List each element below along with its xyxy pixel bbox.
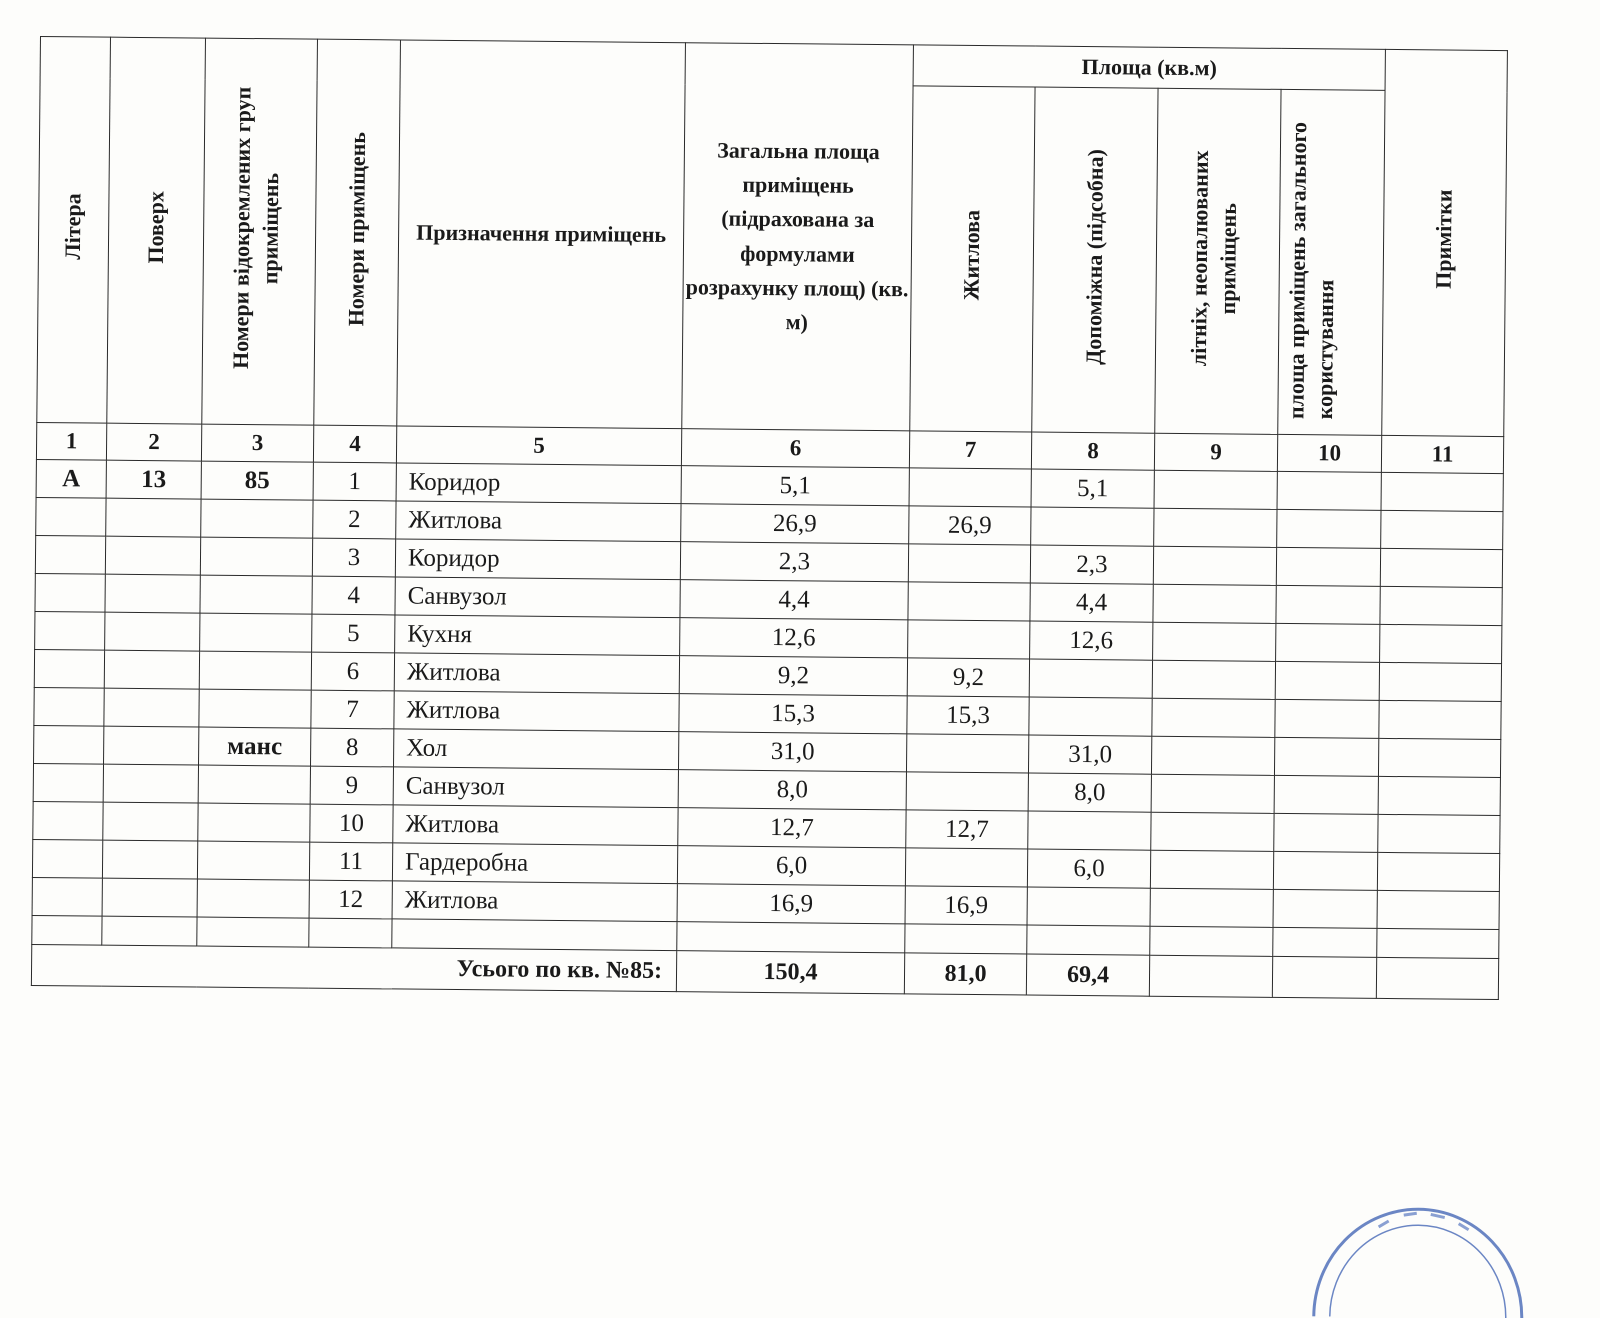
cell-room-number: 9 (310, 766, 393, 805)
column-number: 10 (1277, 434, 1381, 472)
cell-group (197, 879, 309, 918)
cell-litera (33, 763, 103, 802)
common-area-sum (1272, 956, 1376, 998)
cell-purpose: Житлова (393, 805, 678, 846)
cell-litera (35, 611, 105, 650)
cell-room-number: 1 (313, 462, 396, 501)
cell-common-area (1274, 775, 1378, 814)
header-common: площа приміщень загального користування (1278, 89, 1385, 435)
cell-notes (1380, 586, 1502, 625)
blank-cell (1377, 928, 1499, 958)
cell-group (200, 537, 312, 576)
cell-auxiliary-area: 2,3 (1030, 545, 1153, 584)
header-area-group: Площа (кв.м) (913, 45, 1385, 91)
header-living: Житлова (910, 86, 1035, 432)
column-number: 4 (313, 425, 396, 463)
cell-summer-area (1151, 812, 1274, 851)
cell-auxiliary-area: 8,0 (1028, 773, 1151, 812)
cell-group (199, 651, 311, 690)
blank-cell (197, 917, 309, 947)
cell-total-area: 12,6 (680, 618, 908, 658)
cell-room-number: 7 (311, 690, 394, 729)
cell-notes (1378, 738, 1500, 777)
cell-auxiliary-area: 6,0 (1027, 849, 1150, 888)
cell-common-area (1276, 623, 1380, 662)
cell-summer-area (1151, 736, 1274, 775)
cell-floor (102, 878, 197, 917)
cell-total-area: 9,2 (679, 656, 907, 696)
header-total-area: Загальна площа приміщень (підрахована за формулами розрахунку площ) (кв. м) (682, 43, 914, 431)
column-number: 9 (1154, 433, 1277, 471)
blank-cell (677, 922, 905, 953)
header-summer: літніх, неопалюваних приміщень (1155, 88, 1281, 434)
cell-summer-area (1154, 508, 1277, 547)
cell-notes (1378, 776, 1500, 815)
stamp-seal (1308, 1196, 1529, 1318)
cell-notes (1381, 472, 1503, 511)
blank-cell (309, 918, 392, 948)
cell-living-area: 15,3 (907, 696, 1029, 735)
cell-total-area: 31,0 (678, 732, 906, 772)
blank-cell (1273, 927, 1377, 957)
cell-auxiliary-area: 4,4 (1030, 583, 1153, 622)
column-number: 5 (396, 426, 681, 466)
column-number: 11 (1381, 435, 1503, 473)
header-room-numbers: Номери приміщень (314, 39, 401, 426)
column-number: 3 (201, 424, 313, 462)
cell-summer-area (1150, 888, 1273, 927)
cell-summer-area (1150, 850, 1273, 889)
cell-litera (34, 649, 104, 688)
cell-floor (102, 840, 197, 879)
cell-living-area (908, 620, 1030, 659)
column-number: 7 (909, 431, 1031, 469)
cell-group (198, 803, 310, 842)
cell-room-number: 6 (311, 652, 394, 691)
cell-summer-area (1154, 470, 1277, 509)
cell-total-area: 5,1 (681, 466, 909, 506)
cell-auxiliary-area (1029, 697, 1152, 736)
total-area-sum: 150,4 (676, 951, 904, 994)
cell-litera (32, 839, 102, 878)
blank-cell (102, 916, 197, 946)
cell-group (198, 765, 310, 804)
cell-total-area: 8,0 (678, 770, 906, 810)
cell-floor (105, 612, 200, 651)
cell-summer-area (1153, 622, 1276, 661)
cell-total-area: 12,7 (678, 808, 906, 848)
column-number: 2 (106, 423, 201, 461)
cell-notes (1377, 852, 1499, 891)
cell-group: манс (199, 727, 311, 766)
cell-litera (35, 573, 105, 612)
cell-common-area (1276, 547, 1380, 586)
cell-group (197, 841, 309, 880)
cell-litera (34, 725, 104, 764)
cell-floor (105, 536, 200, 575)
cell-notes (1378, 814, 1500, 853)
cell-litera (32, 877, 102, 916)
cell-auxiliary-area (1028, 811, 1151, 850)
cell-group: 85 (201, 461, 313, 500)
cell-common-area (1274, 737, 1378, 776)
cell-total-area: 2,3 (680, 542, 908, 582)
cell-auxiliary-area: 5,1 (1031, 469, 1154, 508)
summer-area-sum (1149, 955, 1272, 997)
column-number: 6 (681, 429, 909, 468)
cell-living-area: 9,2 (907, 658, 1029, 697)
document-sheet (31, 36, 1508, 1000)
cell-room-number: 11 (309, 842, 392, 881)
cell-common-area (1277, 471, 1381, 510)
column-number: 1 (36, 422, 106, 460)
cell-floor (105, 574, 200, 613)
blank-cell (1150, 926, 1273, 956)
cell-summer-area (1151, 774, 1274, 813)
cell-living-area (906, 772, 1028, 811)
cell-notes (1379, 700, 1501, 739)
cell-purpose: Коридор (395, 539, 680, 580)
cell-total-area: 15,3 (679, 694, 907, 734)
cell-room-number: 4 (312, 576, 395, 615)
cell-room-number: 12 (309, 880, 392, 919)
cell-total-area: 6,0 (677, 846, 905, 886)
cell-common-area (1275, 661, 1379, 700)
cell-common-area (1273, 851, 1377, 890)
cell-living-area (905, 848, 1027, 887)
cell-litera (36, 497, 106, 536)
cell-group (200, 613, 312, 652)
cell-notes (1381, 510, 1503, 549)
cell-purpose: Хол (394, 729, 679, 770)
blank-cell (1027, 925, 1150, 955)
cell-room-number: 8 (311, 728, 394, 767)
cell-common-area (1275, 699, 1379, 738)
blank-cell (392, 919, 677, 951)
cell-purpose: Коридор (396, 463, 681, 504)
cell-living-area: 26,9 (909, 506, 1031, 545)
room-area-table (31, 36, 1508, 1000)
cell-total-area: 4,4 (680, 580, 908, 620)
cell-purpose: Санвузол (393, 767, 678, 808)
cell-room-number: 5 (312, 614, 395, 653)
cell-auxiliary-area (1027, 887, 1150, 926)
cell-notes (1377, 890, 1499, 929)
cell-litera: А (36, 459, 106, 498)
cell-living-area: 16,9 (905, 886, 1027, 925)
cell-auxiliary-area (1031, 507, 1154, 546)
cell-common-area (1273, 889, 1377, 928)
cell-common-area (1277, 509, 1381, 548)
cell-living-area (909, 468, 1031, 507)
cell-summer-area (1153, 584, 1276, 623)
cell-purpose: Санвузол (395, 577, 680, 618)
cell-purpose: Житлова (396, 501, 681, 542)
cell-summer-area (1152, 660, 1275, 699)
cell-total-area: 16,9 (677, 884, 905, 924)
cell-auxiliary-area (1029, 659, 1152, 698)
cell-litera (33, 801, 103, 840)
cell-notes (1379, 662, 1501, 701)
cell-auxiliary-area: 31,0 (1028, 735, 1151, 774)
cell-notes (1380, 548, 1502, 587)
cell-litera (35, 535, 105, 574)
cell-purpose: Гардеробна (392, 843, 677, 884)
cell-room-number: 3 (312, 538, 395, 577)
cell-litera (34, 687, 104, 726)
cell-common-area (1274, 813, 1378, 852)
cell-summer-area (1153, 546, 1276, 585)
cell-floor (106, 498, 201, 537)
cell-living-area: 12,7 (906, 810, 1028, 849)
header-purpose: Призначення приміщень (397, 40, 686, 429)
cell-group (200, 575, 312, 614)
cell-purpose: Житлова (394, 691, 679, 732)
cell-floor (104, 726, 199, 765)
cell-floor (104, 650, 199, 689)
cell-summer-area (1152, 698, 1275, 737)
cell-floor (103, 764, 198, 803)
totals-label: Усього по кв. №85: (31, 944, 676, 991)
cell-group (199, 689, 311, 728)
cell-purpose: Кухня (395, 615, 680, 656)
cell-total-area: 26,9 (681, 504, 909, 544)
cell-floor: 13 (106, 460, 201, 499)
cell-floor (103, 802, 198, 841)
cell-living-area (906, 734, 1028, 773)
header-notes: Примітки (1382, 49, 1508, 436)
cell-purpose: Житлова (392, 881, 677, 922)
header-auxiliary: Допоміжна (підсобна) (1032, 87, 1158, 433)
blank-cell (32, 915, 102, 945)
cell-room-number: 10 (310, 804, 393, 843)
cell-group (201, 499, 313, 538)
blank-cell (905, 924, 1027, 954)
cell-auxiliary-area: 12,6 (1030, 621, 1153, 660)
column-number: 8 (1031, 432, 1154, 470)
cell-common-area (1276, 585, 1380, 624)
cell-living-area (908, 544, 1030, 583)
cell-purpose: Житлова (394, 653, 679, 694)
auxiliary-area-sum: 69,4 (1026, 954, 1149, 996)
notes-sum (1376, 957, 1498, 999)
cell-living-area (908, 582, 1030, 621)
header-floor: Поверх (107, 37, 206, 424)
cell-room-number: 2 (313, 500, 396, 539)
cell-notes (1380, 624, 1502, 663)
header-litera: Літера (37, 37, 111, 424)
living-area-sum: 81,0 (904, 953, 1026, 995)
cell-floor (104, 688, 199, 727)
header-group-numbers: Номери відокремлених груп приміщень (202, 38, 318, 425)
